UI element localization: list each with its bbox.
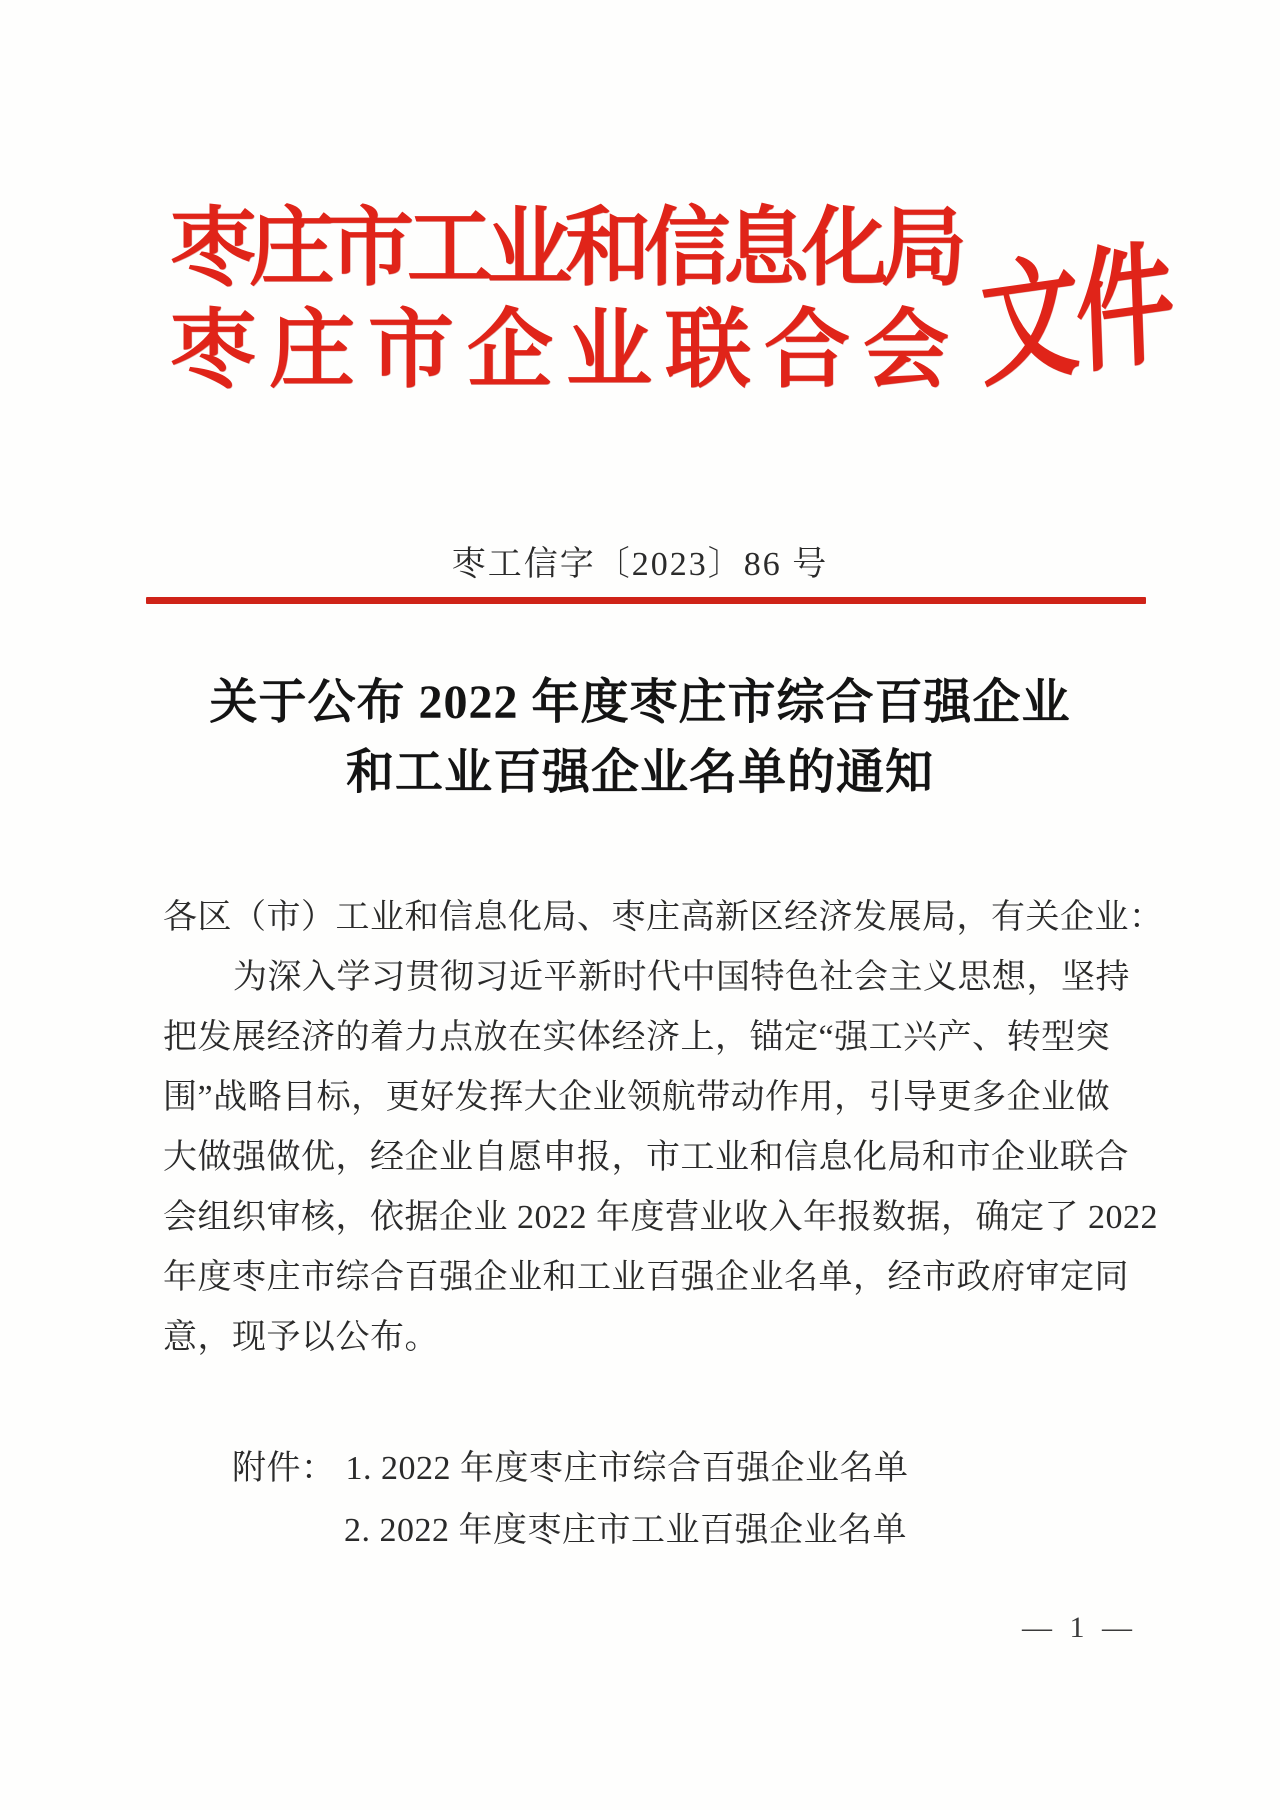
salutation-line: 各区（市）工业和信息化局、枣庄高新区经济发展局，有关企业： [163,899,1164,936]
page-number: — 1 — [1022,1611,1137,1644]
body-line: 为深入学习贯彻习近平新时代中国特色社会主义思想，坚持 [233,959,1130,996]
attachments-section [232,1438,909,1562]
attachment-item-1: 1. 2022 年度枣庄市综合百强企业名单 [345,1450,909,1487]
body-text [163,888,1164,1368]
body-line: 年度枣庄市综合百强企业和工业百强企业名单，经市政府审定同 [163,1259,1129,1296]
title-line-1: 关于公布 2022 年度枣庄市综合百强企业 [209,676,1071,729]
attachment-line-2 [232,1500,909,1562]
attachment-item-2: 2. 2022 年度枣庄市工业百强企业名单 [344,1512,907,1549]
title-line-2: 和工业百强企业名单的通知 [345,746,934,799]
red-divider-line [146,597,1146,604]
document-mark: 文件 [978,229,1174,404]
letterhead [0,0,1280,440]
body-line: 会组织审核，依据企业 2022 年度营业收入年报数据，确定了 2022 [163,1199,1158,1236]
document-number: 枣工信字〔2023〕86 号 [451,546,829,583]
body-line: 围”战略目标，更好发挥大企业领航带动作用，引导更多企业做 [163,1079,1111,1116]
attachments-label: 附件： [232,1450,336,1487]
body-line: 意，现予以公布。 [163,1319,439,1356]
attachment-line-1 [232,1438,909,1500]
body-line: 大做强做优，经企业自愿申报，市工业和信息化局和市企业联合 [163,1139,1129,1176]
document-title [0,668,1280,808]
body-line: 把发展经济的着力点放在实体经济上，锚定“强工兴产、转型突 [163,1019,1111,1056]
issuing-org-line-1: 枣庄市工业和信息化局 [170,200,960,296]
issuing-org-line-2: 枣庄市企业联合会 [170,302,962,398]
